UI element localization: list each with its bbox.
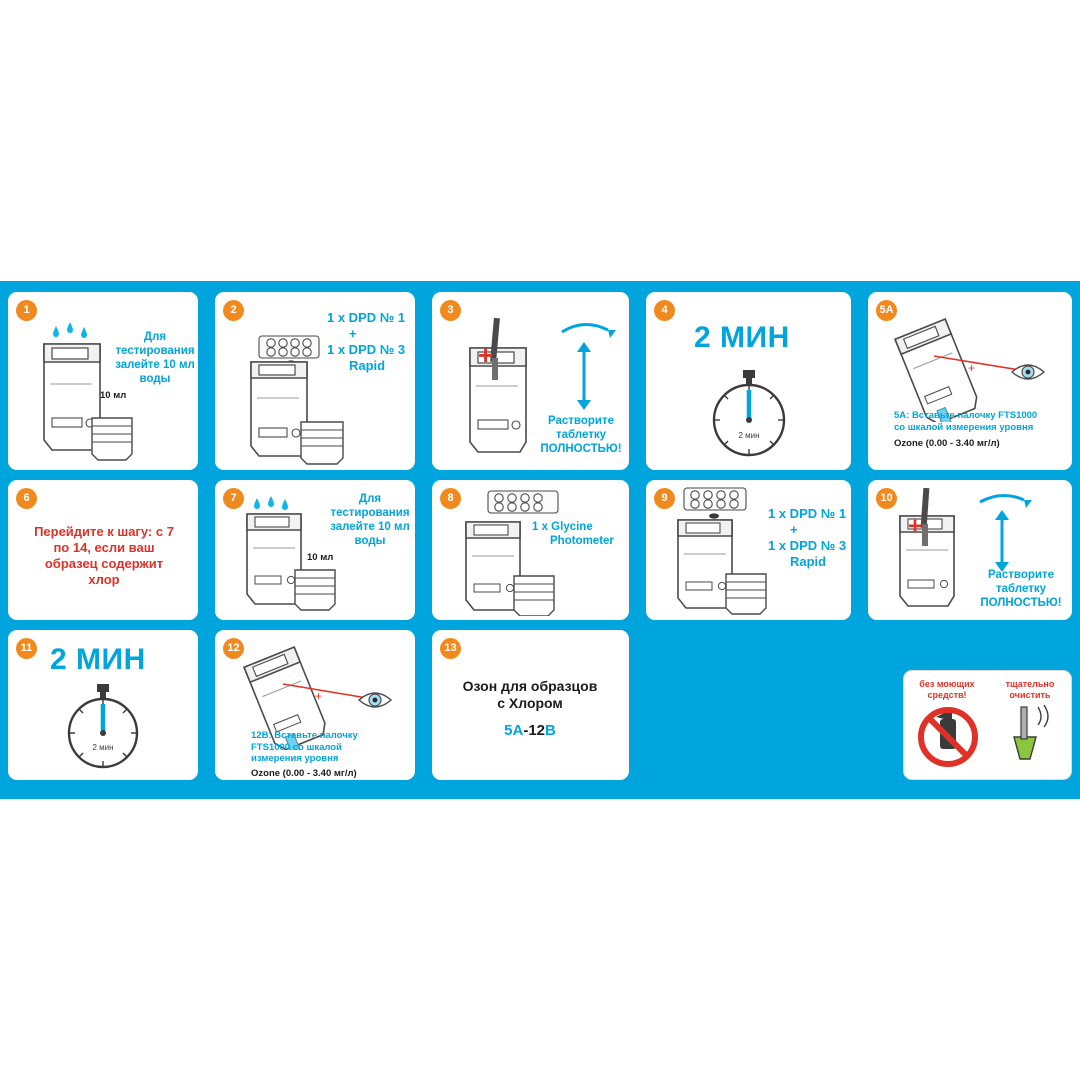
step-1-volume-label: 10 мл: [100, 390, 127, 401]
step-3-text: Растворите таблетку ПОЛНОСТЬЮ!: [540, 415, 622, 456]
step-number-badge: 10: [876, 488, 897, 509]
step-card-9[interactable]: [646, 480, 851, 620]
plus-sign: +: [478, 340, 494, 370]
step-card-3[interactable]: [432, 292, 629, 470]
svg-text:+: +: [315, 689, 323, 703]
step-number-badge: 3: [440, 300, 461, 321]
clean-thoroughly-label: тщательно очистить: [1005, 679, 1055, 700]
step-7-text: Для тестирования залейте 10 мл воды: [330, 493, 410, 548]
svg-text:2 мин: 2 мин: [738, 431, 760, 440]
step-12-text: 12B: Вставьте палочку FTS1000 со шкалой измерения уровня: [251, 730, 358, 765]
step-card-12[interactable]: [215, 630, 415, 780]
step-number-badge: 12: [223, 638, 244, 659]
step-card-10[interactable]: [868, 480, 1072, 620]
step-card-11[interactable]: [8, 630, 198, 780]
step-number-badge: 8: [440, 488, 461, 509]
stir-arrows-icon: [976, 490, 1040, 576]
step-11-timer-title: 2 МИН: [50, 643, 146, 676]
step-12-bold-line: Ozone (0.00 - 3.40 мг/л): [251, 768, 357, 779]
no-detergent-label: без моющих средств!: [919, 679, 975, 700]
step-number-badge: 4: [654, 300, 675, 321]
result-code-prefix: 5A: [504, 722, 524, 739]
step-13-result-code: [444, 722, 616, 739]
warning-panel: [903, 670, 1072, 780]
brush-clean-icon: [1000, 703, 1060, 769]
step-number-badge: 1: [16, 300, 37, 321]
step-13-result-text: Озон для образцов с Хлором: [462, 678, 598, 712]
step-number-badge: 7: [223, 488, 244, 509]
step-5a-text: 5A: Вставьте палочку FTS1000 со шкалой измерения уровня: [894, 410, 1038, 433]
step-number-badge: 9: [654, 488, 675, 509]
step-card-7[interactable]: [215, 480, 415, 620]
device-eye-illustration: [882, 310, 1062, 422]
step-number-badge: 5A: [876, 300, 897, 321]
step-4-timer-title: 2 МИН: [694, 321, 790, 354]
step-number-badge: 6: [16, 488, 37, 509]
step-card-6[interactable]: [8, 480, 198, 620]
device-illustration: [662, 516, 778, 616]
step-card-4[interactable]: [646, 292, 851, 470]
no-detergent-icon: [914, 703, 982, 769]
result-code-suffix: B: [545, 722, 556, 739]
step-10-text: Растворите таблетку ПОЛНОСТЬЮ!: [980, 569, 1062, 610]
step-card-8[interactable]: [432, 480, 629, 620]
step-card-13[interactable]: [432, 630, 629, 780]
stir-arrows-icon: [556, 318, 622, 414]
result-code-separator: -12: [523, 722, 546, 739]
step-card-2[interactable]: [215, 292, 415, 470]
step-number-badge: 13: [440, 638, 461, 659]
step-number-badge: 11: [16, 638, 37, 659]
step-7-volume-label: 10 мл: [307, 552, 334, 563]
step-2-tablet-text: 1 x DPD № 1 + 1 x DPD № 3 Rapid: [327, 310, 406, 373]
step-5a-bold-line: Ozone (0.00 - 3.40 мг/л): [894, 438, 1000, 449]
tablet-blister-icon: [682, 484, 758, 520]
step-card-5a[interactable]: [868, 292, 1072, 470]
steps-grid: [8, 292, 1072, 788]
timer-icon: [704, 370, 794, 462]
step-number-badge: 2: [223, 300, 244, 321]
step-1-text: Для тестирования залейте 10 мл воды: [115, 331, 195, 386]
timer-icon: [60, 684, 146, 774]
tablet-blister-icon: [486, 486, 568, 520]
svg-text:2 мин: 2 мин: [92, 743, 114, 752]
plus-sign: +: [908, 513, 923, 540]
step-8-tablet-text: 1 x Glycine Photometer: [532, 521, 614, 548]
step-9-tablet-text: 1 x DPD № 1 + 1 x DPD № 3 Rapid: [768, 506, 847, 569]
step-6-text: Перейдите к шагу: с 7 по 14, если ваш образец содержит хлор: [34, 524, 174, 587]
step-card-1[interactable]: [8, 292, 198, 470]
svg-text:+: +: [968, 361, 976, 375]
